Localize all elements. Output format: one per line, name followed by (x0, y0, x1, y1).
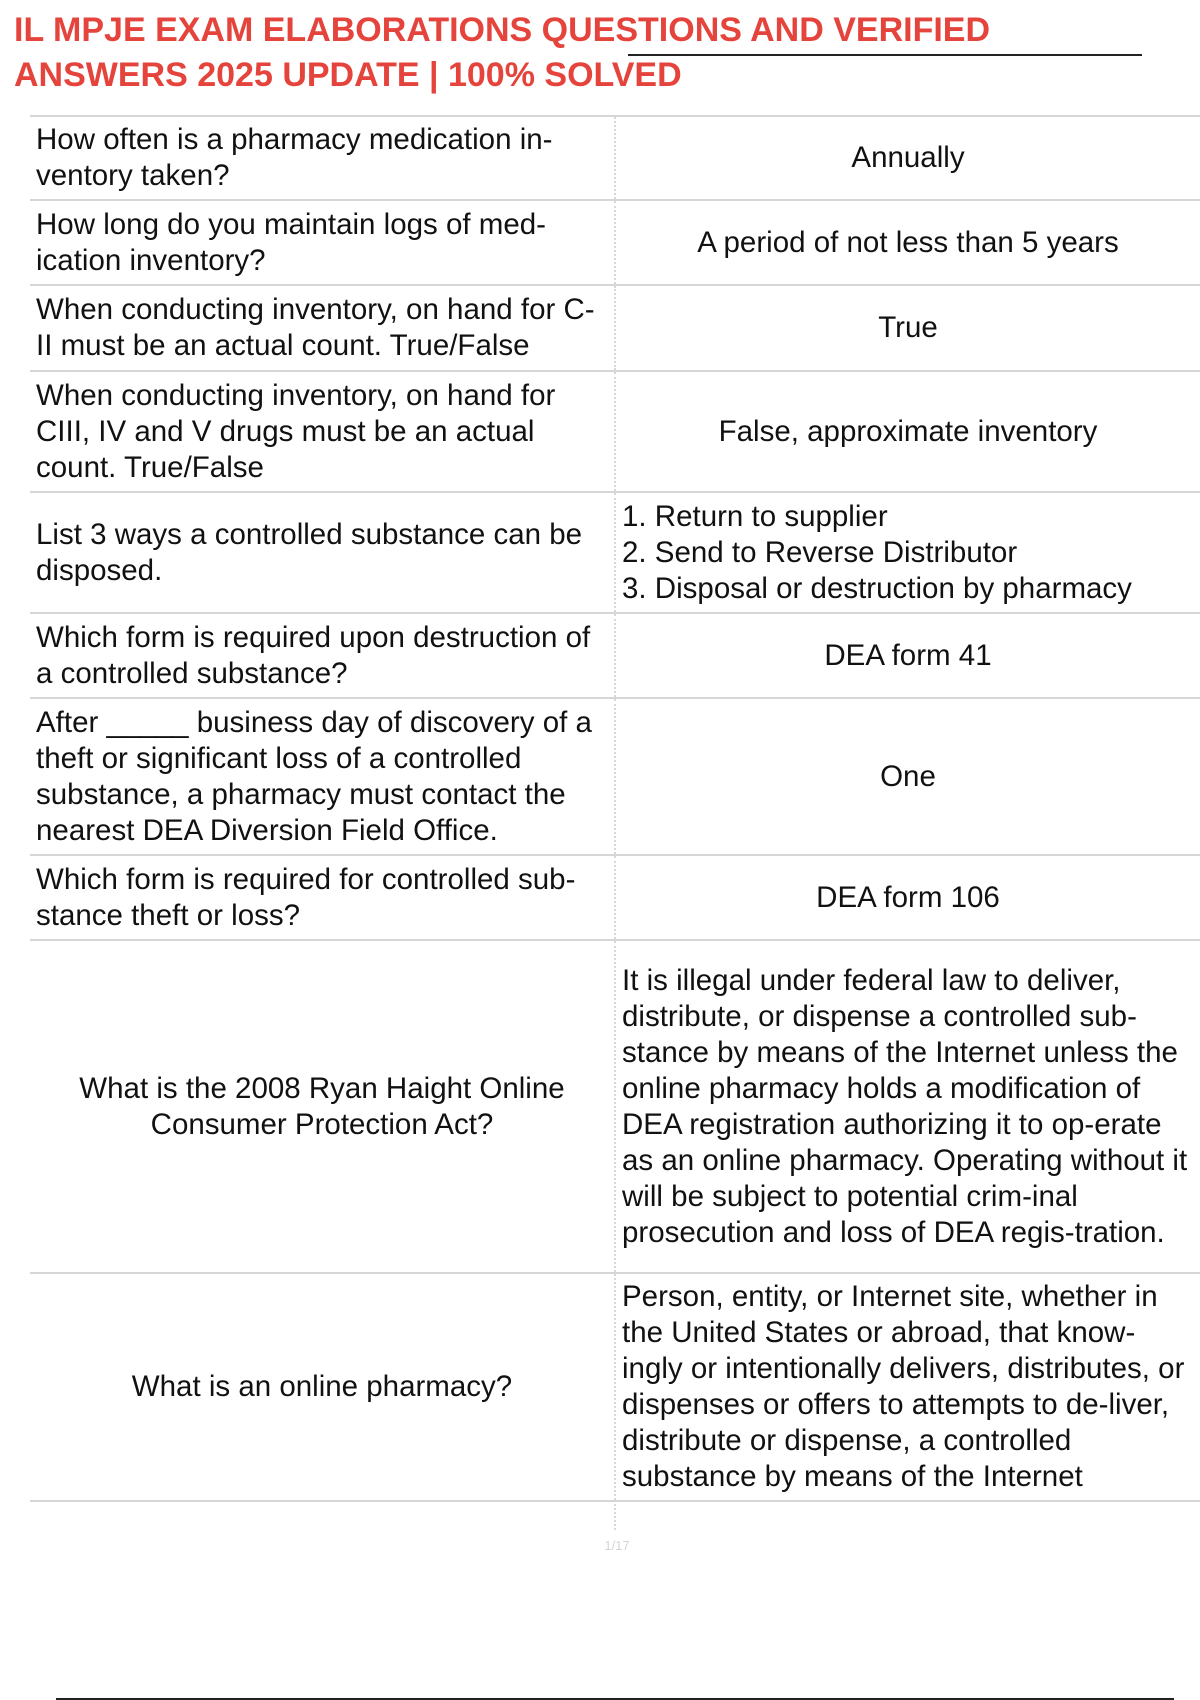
answer-cell: True (615, 285, 1200, 371)
question-cell: When conducting inventory, on hand for C-II must be an actual count. True/False (30, 285, 615, 371)
question-cell: Which form is required for controlled sub-stance theft or loss? (30, 855, 615, 940)
answer-cell: False, approximate inventory (615, 371, 1200, 492)
question-cell: Which form is required upon destruction of a controlled substance? (30, 613, 615, 698)
column-divider-tail (614, 1504, 616, 1530)
table-row (30, 613, 1200, 698)
answer-cell: DEA form 41 (615, 613, 1200, 698)
question-cell: When conducting inventory, on hand for CIII, IV and V drugs must be an actual count. True/False (30, 371, 615, 492)
answer-cell: It is illegal under federal law to deliver, distribute, or dispense a controlled sub-stance by means of the Internet unless the online pharmacy holds a modification of DEA registration authorizing it to op-erate as an online pharmacy. Operating without it will be subject to potential crim-inal prosecution and loss of DEA regis-tration. (615, 940, 1200, 1273)
table-row (30, 116, 1200, 200)
answer-cell: A period of not less than 5 years (615, 200, 1200, 285)
question-cell: What is the 2008 Ryan Haight Online Consumer Protection Act? (30, 940, 615, 1273)
answer-list-item: 1. Return to supplier (622, 499, 888, 533)
question-cell: List 3 ways a controlled substance can be disposed. (30, 492, 615, 613)
title-line-1: IL MPJE EXAM ELABORATIONS QUESTIONS AND VERIFIED (14, 11, 991, 49)
answer-cell: Annually (615, 116, 1200, 200)
table-row (30, 200, 1200, 285)
answer-list-item: 3. Disposal or destruction by pharmacy (622, 571, 1132, 605)
question-cell: What is an online pharmacy? (30, 1273, 615, 1501)
table-row (30, 1273, 1200, 1501)
table-row (30, 371, 1200, 492)
table-row (30, 940, 1200, 1273)
title-underline (628, 54, 1142, 56)
title-line-2: ANSWERS 2025 UPDATE | 100% SOLVED (14, 56, 682, 94)
answer-cell: Person, entity, or Internet site, whether in the United States or abroad, that know-ingly or intentionally delivers, distributes, or dispenses or offers to attempts to de-liver, distribute or dispense, a controlled substance by means of the Internet (615, 1273, 1200, 1501)
question-cell: After _____ business day of discovery of a theft or significant loss of a controlled substance, a pharmacy must contact the nearest DEA Diversion Field Office. (30, 698, 615, 855)
answer-cell (615, 492, 1200, 613)
question-cell: How often is a pharmacy medication in-ventory taken? (30, 116, 615, 200)
answer-cell: DEA form 106 (615, 855, 1200, 940)
answer-list-item: 2. Send to Reverse Distributor (622, 535, 1018, 569)
document-title (14, 8, 1114, 98)
qa-table (30, 115, 1200, 1502)
table-row (30, 698, 1200, 855)
table-row (30, 285, 1200, 371)
answer-cell: One (615, 698, 1200, 855)
question-cell: How long do you maintain logs of med-ication inventory? (30, 200, 615, 285)
table-row (30, 855, 1200, 940)
table-row (30, 492, 1200, 613)
page-number: 1/17 (604, 1538, 630, 1553)
